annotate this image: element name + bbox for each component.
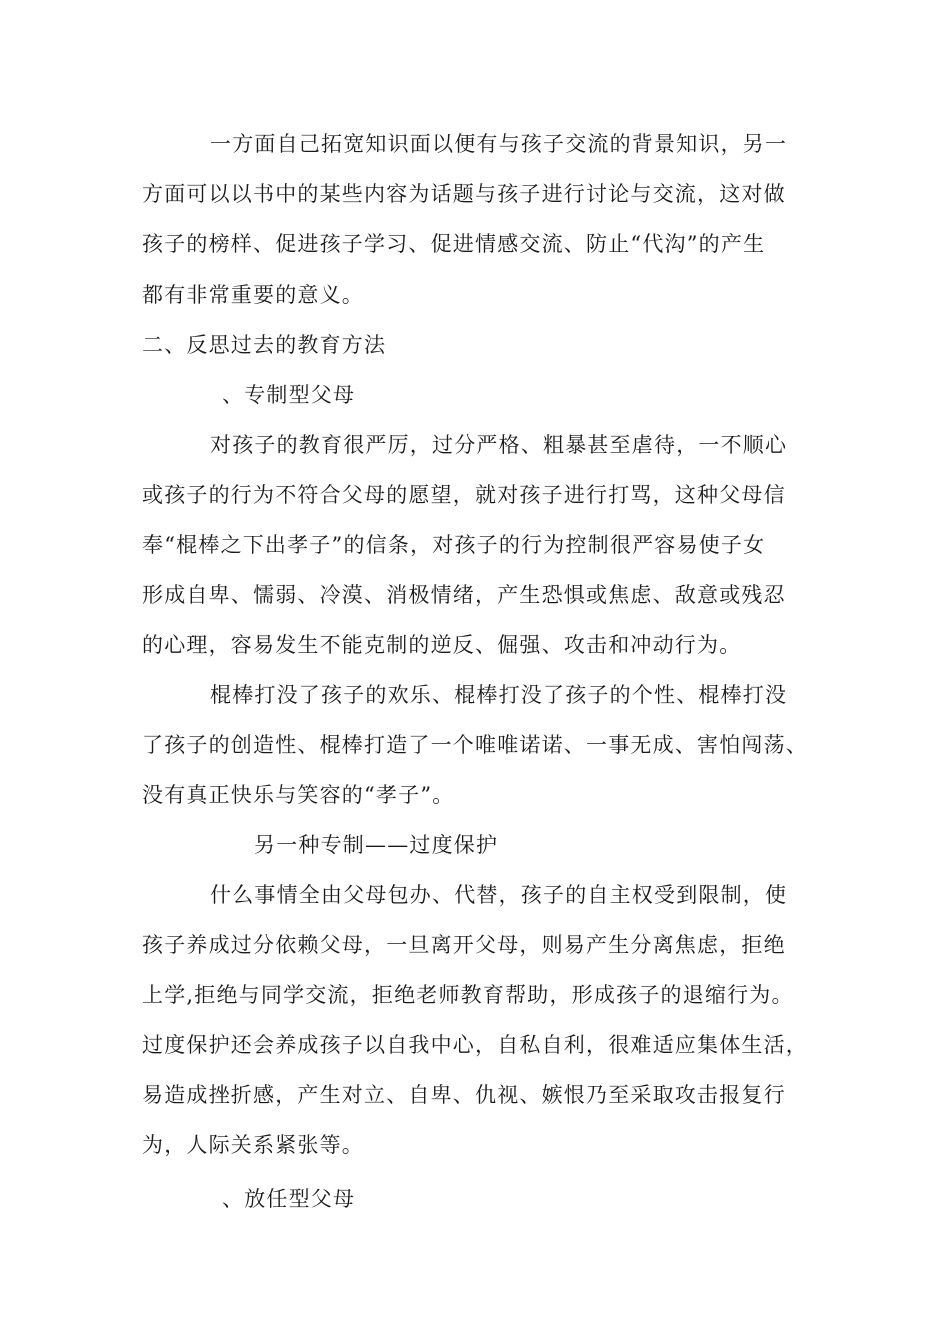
paragraph-line: 上学,拒绝与同学交流，拒绝老师教育帮助，形成孩子的退缩行为。 <box>142 983 794 1007</box>
subsection-heading: 另一种专制——过度保护 <box>254 833 499 857</box>
paragraph-line: 都有非常重要的意义。 <box>142 283 364 307</box>
subsection-heading: 、放任型父母 <box>222 1187 356 1211</box>
section-heading: 二、反思过去的教育方法 <box>142 333 387 357</box>
paragraph-line: 或孩子的行为不符合父母的愿望，就对孩子进行打骂，这种父母信 <box>142 483 786 507</box>
subsection-heading: 、专制型父母 <box>222 383 356 407</box>
paragraph-line: 没有真正快乐与笑容的“孝子”。 <box>142 783 455 807</box>
paragraph-line: 过度保护还会养成孩子以自我中心，自私自利，很难适应集体生活， <box>142 1033 808 1057</box>
paragraph-line: 什么事情全由父母包办、代替，孩子的自主权受到限制，使 <box>210 883 788 907</box>
paragraph-line: 了孩子的创造性、棍棒打造了一个唯唯诺诺、一事无成、害怕闯荡、 <box>142 733 808 757</box>
paragraph-line: 的心理，容易发生不能克制的逆反、倔强、攻击和冲动行为。 <box>142 633 742 657</box>
paragraph-line: 一方面自己拓宽知识面以便有与孩子交流的背景知识，另一 <box>210 132 788 156</box>
paragraph-line: 对孩子的教育很严厉，过分严格、粗暴甚至虐待，一不顺心 <box>210 433 788 457</box>
paragraph-line: 形成自卑、懦弱、冷漠、消极情绪，产生恐惧或焦虑、敌意或残忍 <box>142 583 786 607</box>
paragraph-line: 方面可以以书中的某些内容为话题与孩子进行讨论与交流，这对做 <box>142 182 786 206</box>
paragraph-line: 棍棒打没了孩子的欢乐、棍棒打没了孩子的个性、棍棒打没 <box>210 683 788 707</box>
paragraph-line: 为，人际关系紧张等。 <box>142 1133 364 1157</box>
paragraph-line: 孩子的榜样、促进孩子学习、促进情感交流、防止“代沟”的产生 <box>142 232 766 256</box>
paragraph-line: 易造成挫折感，产生对立、自卑、仇视、嫉恨乃至采取攻击报复行 <box>142 1083 786 1107</box>
paragraph-line: 奉“棍棒之下出孝子”的信条，对孩子的行为控制很严容易使子女 <box>142 533 766 557</box>
paragraph-line: 孩子养成过分依赖父母，一旦离开父母，则易产生分离焦虑，拒绝 <box>142 933 786 957</box>
